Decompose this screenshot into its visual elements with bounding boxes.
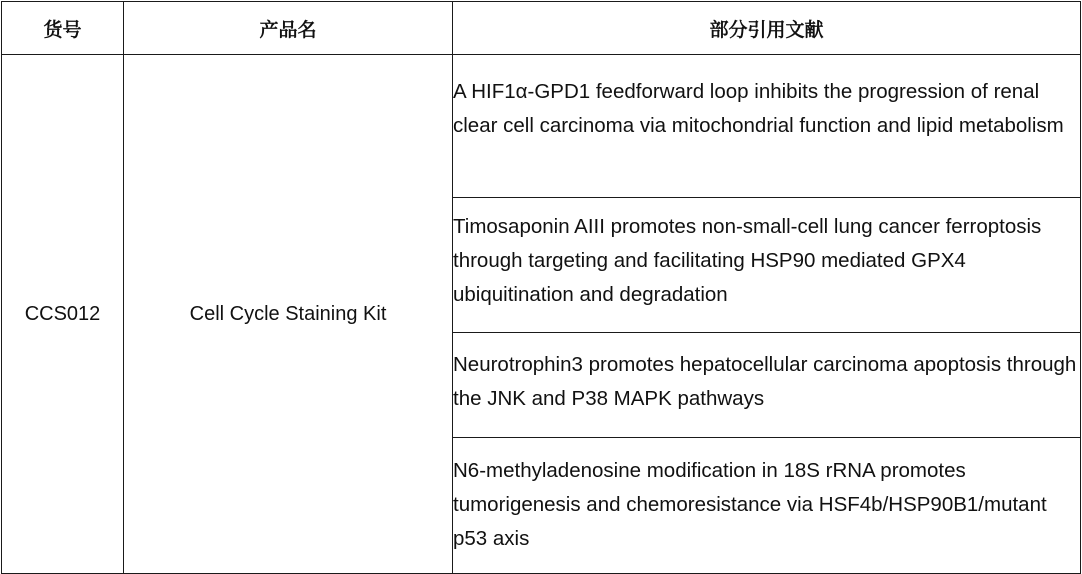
header-product-name: 产品名: [124, 2, 453, 55]
reference-cell: N6-methyladenosine modification in 18S rRNA promotes tumorigenesis and chemoresistance via HSF4b/HSP90B1/mutant p53 axis: [453, 438, 1081, 574]
reference-cell: Neurotrophin3 promotes hepatocellular carcinoma apoptosis through the JNK and P38 MAPK pathways: [453, 333, 1081, 438]
reference-cell: Timosaponin AIII promotes non-small-cell lung cancer ferroptosis through targeting and facilitating HSP90 mediated GPX4 ubiquitination and degradation: [453, 198, 1081, 333]
reference-cell: A HIF1α-GPD1 feedforward loop inhibits the progression of renal clear cell carcinoma via mitochondrial function and lipid metabolism: [453, 55, 1081, 198]
product-reference-table: [1, 1, 1081, 574]
catalog-no-cell: CCS012: [2, 55, 124, 574]
header-references: 部分引用文献: [453, 2, 1081, 55]
table-header-row: [2, 2, 1081, 55]
header-catalog-no: 货号: [2, 2, 124, 55]
product-name-cell: Cell Cycle Staining Kit: [124, 55, 453, 574]
table-row: [2, 55, 1081, 198]
